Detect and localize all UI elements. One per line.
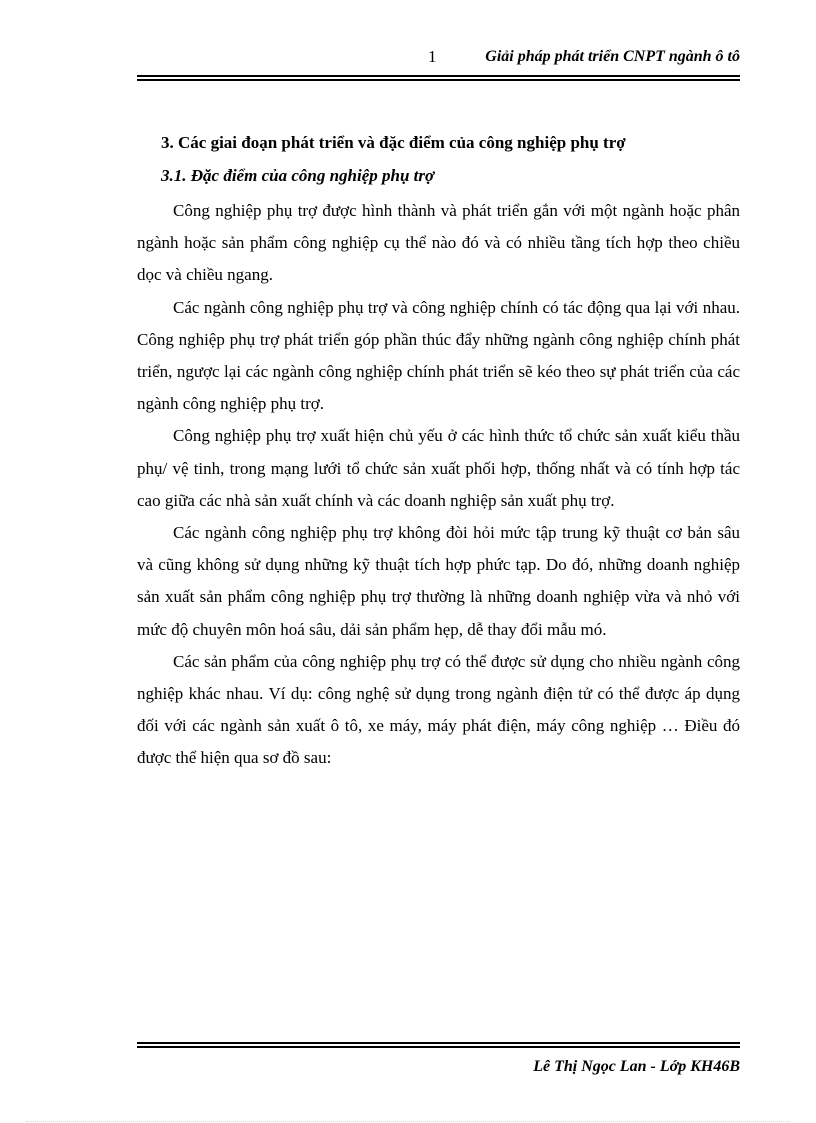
header-title: Giải pháp phát triển CNPT ngành ô tô — [485, 48, 740, 65]
paragraph: Các sản phẩm của công nghiệp phụ trợ có thể được sử dụng cho nhiều ngành công nghiệp khác nhau. Ví dụ: công nghệ sử dụng trong ngành điện tử có thể được áp dụng đối với các ngành sản xuất ô tô, xe máy, máy phát điện, máy công nghiệp … Điều đó được thể hiện qua sơ đồ sau: — [137, 651, 740, 768]
page-edge-divider — [26, 1121, 790, 1122]
paragraph: Công nghiệp phụ trợ xuất hiện chủ yếu ở các hình thức tổ chức sản xuất kiểu thầu phụ/ vệ tinh, trong mạng lưới tổ chức sản xuất phối hợp, thống nhất và có tính hợp tác cao giữa các nhà sản xuất chính và các doanh nghiệp sản xuất phụ trợ. — [137, 426, 740, 510]
page-header — [137, 44, 740, 72]
paragraph: Các ngành công nghiệp phụ trợ không đòi hỏi mức tập trung kỹ thuật cơ bản sâu và cũng không sử dụng những kỹ thuật tích hợp phức tạp. Do đó, những doanh nghiệp sản xuất sản phẩm công nghiệp phụ trợ thường là những doanh nghiệp vừa và nhỏ với mức độ chuyên môn hoá sâu, dải sản phẩm hẹp, dễ thay đổi mẫu mó. — [137, 523, 740, 639]
paragraph: Công nghiệp phụ trợ được hình thành và phát triển gắn với một ngành hoặc phân ngành hoặc sản phẩm công nghiệp cụ thể nào đó và có nhiều tầng tích hợp theo chiều dọc và chiều ngang. — [137, 201, 740, 285]
footer-divider — [137, 1042, 740, 1048]
document-body — [137, 130, 740, 775]
paragraph: Các ngành công nghiệp phụ trợ và công nghiệp chính có tác động qua lại với nhau. Công nghiệp phụ trợ phát triển góp phần thúc đẩy những ngành công nghiệp chính phát triển, ngược lại các ngành công nghiệp chính phát triển sẽ kéo theo sự phát triển của các ngành công nghiệp phụ trợ. — [137, 297, 740, 414]
section-heading: 3. Các giai đoạn phát triển và đặc điểm của công nghiệp phụ trợ — [161, 133, 626, 152]
subsection-heading: 3.1. Đặc điểm của công nghiệp phụ trợ — [161, 166, 435, 185]
footer-author: Lê Thị Ngọc Lan - Lớp KH46B — [533, 1058, 740, 1075]
page-number: 1 — [428, 47, 437, 66]
header-divider — [137, 75, 740, 81]
